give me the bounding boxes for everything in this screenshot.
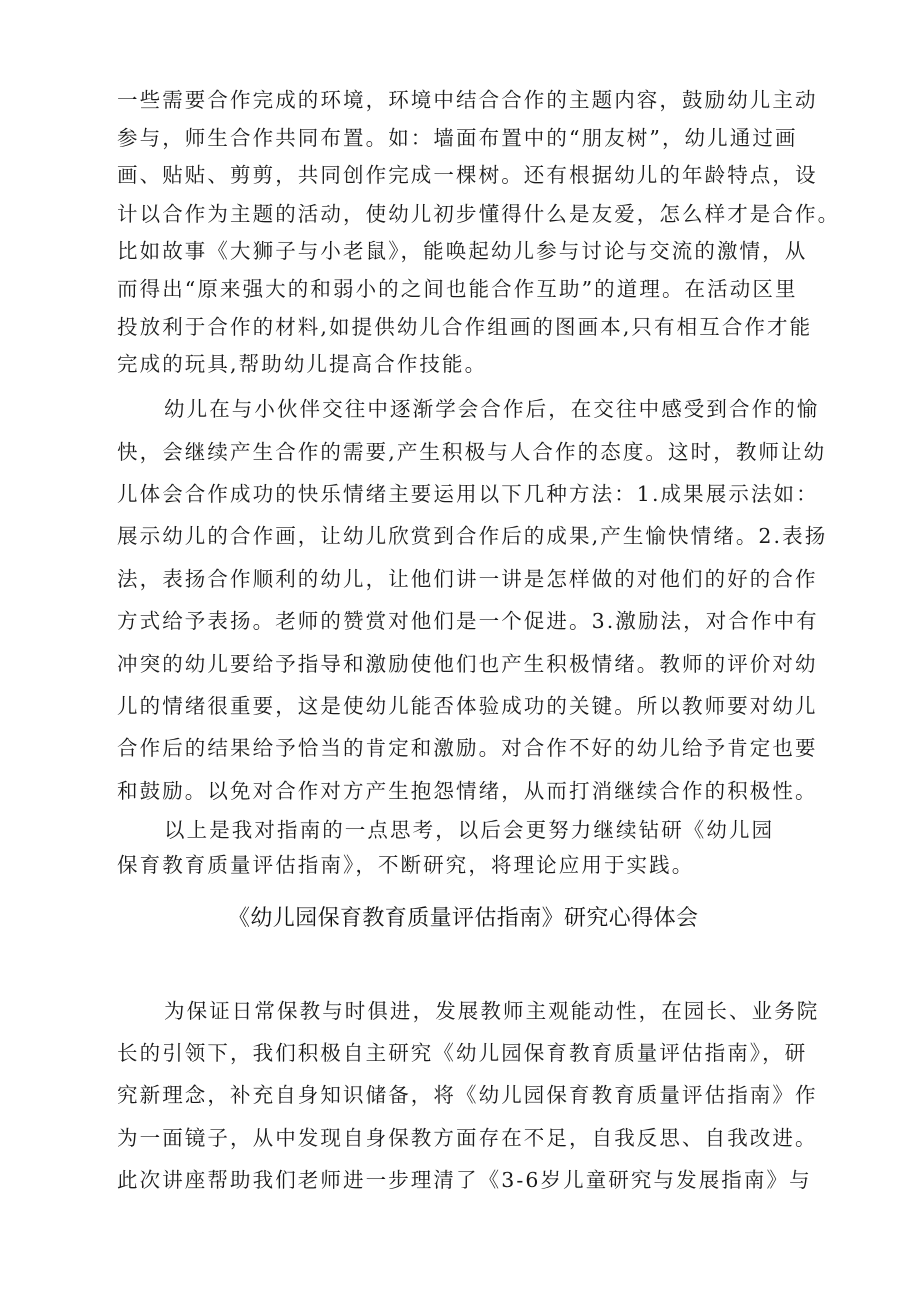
body-text-line: 长的引领下，我们积极自主研究《幼儿园保育教育质量评估指南》，研 xyxy=(117,1041,808,1065)
body-text-line: 保育教育质量评估指南》，不断研究，将理论应用于实践。 xyxy=(117,853,695,877)
body-text-line: 而得出“原来强大的和弱小的之间也能合作互助”的道理。在活动区里 xyxy=(117,277,798,301)
body-text-line: 画、贴贴、剪剪，共同创作完成一棵树。还有根据幼儿的年龄特点，设 xyxy=(117,163,818,187)
body-text-line: 究新理念，补充自身知识储备，将《幼儿园保育教育质量评估指南》作 xyxy=(117,1083,818,1107)
body-text-line: 合作后的结果给予恰当的肯定和激励。对合作不好的幼儿给予肯定也要 xyxy=(117,736,818,760)
body-text-line: 方式给予表扬。老师的赞赏对他们是一个促进。3.激励法，对合作中有 xyxy=(117,609,819,633)
body-text-line: 展示幼儿的合作画，让幼儿欣赏到合作后的成果,产生愉快情绪。2.表扬 xyxy=(117,524,828,548)
body-text-line: 比如故事《大狮子与小老鼠》，能唤起幼儿参与讨论与交流的激情，从 xyxy=(117,239,808,263)
body-text-line: 参与，师生合作共同布置。如：墙面布置中的“朋友树”，幼儿通过画 xyxy=(117,126,798,150)
section-title: 《幼儿园保育教育质量评估指南》研究心得体会 xyxy=(228,906,699,931)
body-text-line: 此次讲座帮助我们老师进一步理清了《3-6岁儿童研究与发展指南》与 xyxy=(117,1168,812,1192)
body-text-line: 完成的玩具,帮助幼儿提高合作技能。 xyxy=(117,352,488,376)
body-text-line: 幼儿在与小伙伴交往中逐渐学会合作后，在交往中感受到合作的愉 xyxy=(164,397,820,421)
body-text-line: 法，表扬合作顺利的幼儿，让他们讲一讲是怎样做的对他们的好的合作 xyxy=(117,567,818,591)
body-text-line: 为保证日常保教与时俱进，发展教师主观能动性，在园长、业务院 xyxy=(164,999,820,1023)
body-text-line: 以上是我对指南的一点思考，以后会更努力继续钻研《幼儿园 xyxy=(164,818,775,842)
body-text-line: 儿的情绪很重要，这是使幼儿能否体验成功的关键。所以教师要对幼儿 xyxy=(117,694,818,718)
body-text-line: 和鼓励。以免对合作对方产生抱怨情绪，从而打消继续合作的积极性。 xyxy=(117,779,818,803)
body-text-line: 快，会继续产生合作的需要,产生积极与人合作的态度。这时，教师让幼 xyxy=(117,440,827,464)
body-text-line: 冲突的幼儿要给予指导和激励使他们也产生积极情绪。教师的评价对幼 xyxy=(117,652,818,676)
body-text-line: 为一面镜子，从中发现自身保教方面存在不足，自我反思、自我改进。 xyxy=(117,1126,818,1150)
body-text-line: 一些需要合作完成的环境，环境中结合合作的主题内容，鼓励幼儿主动 xyxy=(117,88,818,112)
body-text-line: 儿体会合作成功的快乐情绪主要运用以下几种方法：1.成果展示法如： xyxy=(117,482,819,506)
body-text-line: 投放利于合作的材料,如提供幼儿合作组画的图画本,只有相互合作才能 xyxy=(117,315,813,339)
body-text-line: 计以合作为主题的活动，使幼儿初步懂得什么是友爱，怎么样才是合作。 xyxy=(117,202,841,226)
